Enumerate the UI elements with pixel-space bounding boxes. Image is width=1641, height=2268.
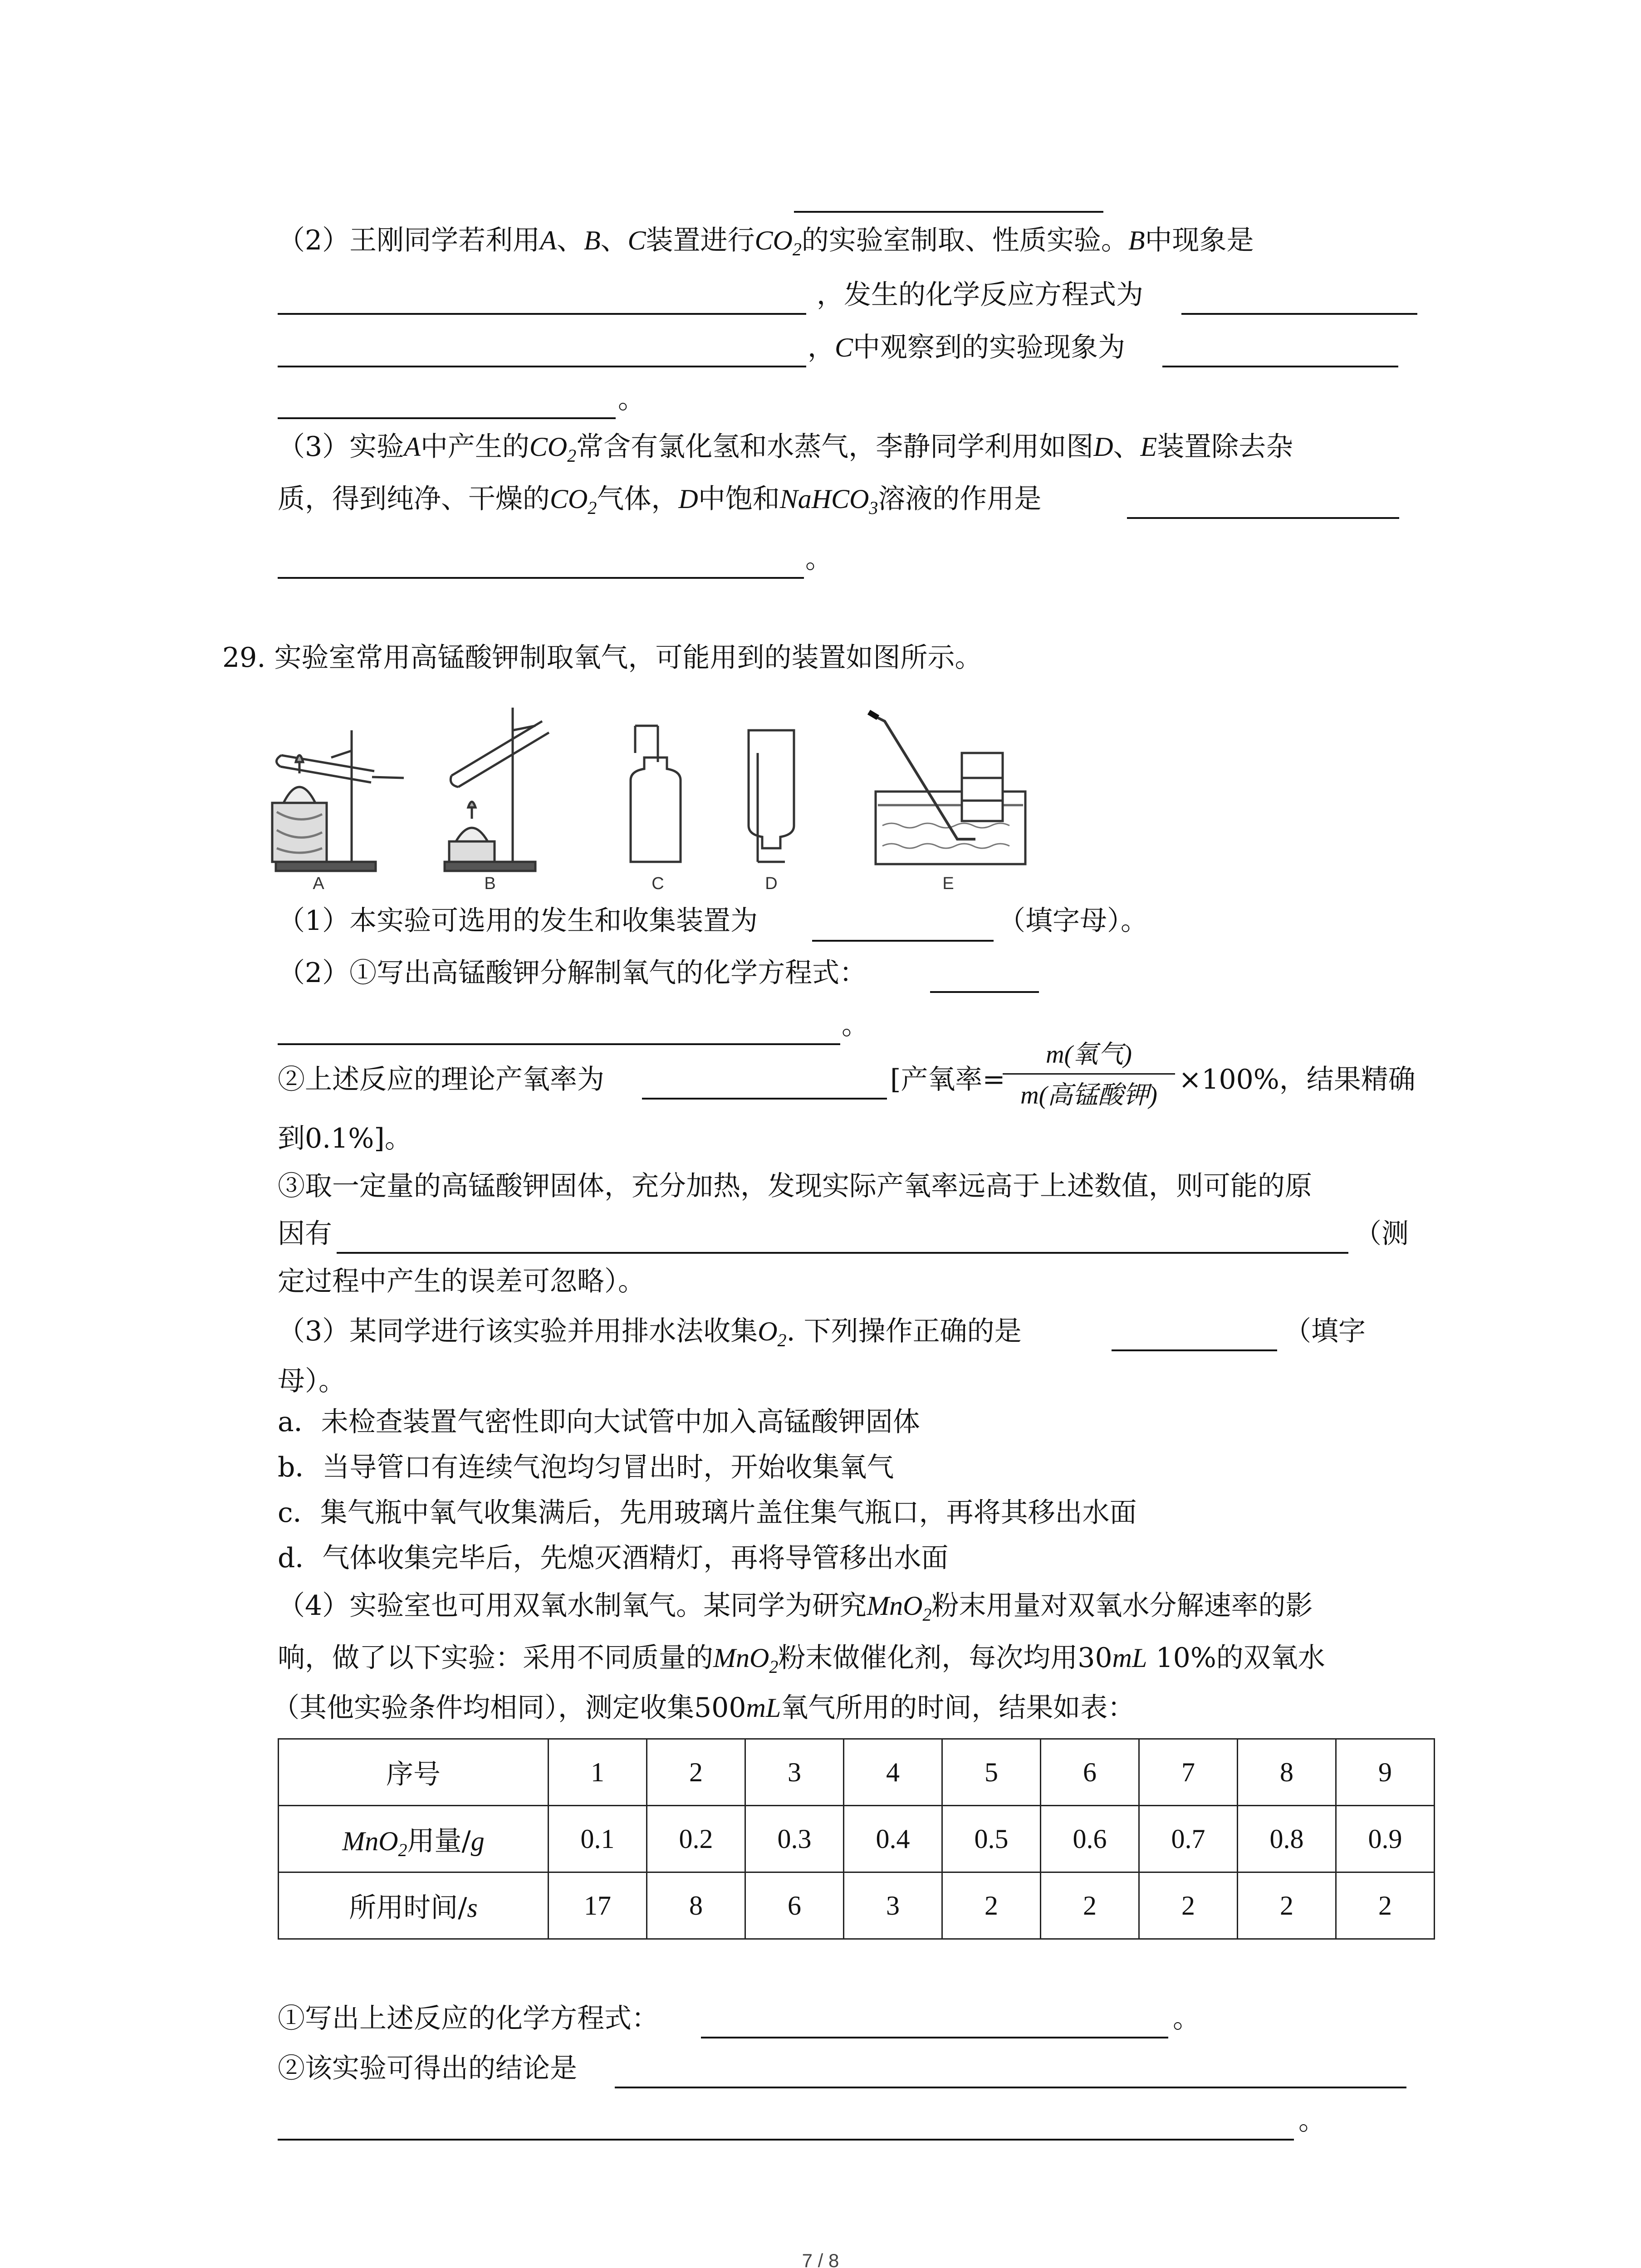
q29-option-d: d．气体收集完毕后，先熄灭酒精灯，再将导管移出水面: [278, 1542, 949, 1574]
apparatus-a: [272, 730, 404, 871]
answer-blank[interactable]: [642, 1098, 887, 1100]
yield-denominator: m(高锰酸钾): [1020, 1081, 1157, 1110]
q29-part2-line4: ③取一定量的高锰酸钾固体，充分加热，发现实际产氧率远高于上述数值，则可能的原: [278, 1170, 1312, 1202]
q28-part3-line2: 质，得到纯净、干燥的$CO_2$气体，D中饱和NaHCO$_3$溶液的作用是: [278, 483, 1042, 518]
apparatus-b: [445, 708, 549, 871]
answer-blank[interactable]: [1112, 1349, 1277, 1351]
q29-part2-yield-rest: ×100%，结果精确: [1179, 1064, 1416, 1095]
q29-part4-line3: （其他实验条件均相同），测定收集500mL氧气所用的时间，结果如表：: [272, 1692, 1135, 1724]
table-cell: 3: [745, 1739, 844, 1806]
figure-label-e: E: [942, 874, 954, 893]
table-cell: 9: [1336, 1739, 1435, 1806]
table-cell: 2: [1139, 1872, 1238, 1939]
q29-part1: （1）本实验可选用的发生和收集装置为: [278, 905, 758, 937]
q29-part2-line1: （2）①写出高锰酸钾分解制氧气的化学方程式：: [278, 957, 867, 989]
apparatus-d: [749, 730, 794, 862]
q28-part3-end: 。: [805, 543, 833, 575]
table-header-mass: MnO$_2$用量/g: [279, 1806, 549, 1872]
answer-blank[interactable]: [278, 1043, 840, 1045]
answer-blank[interactable]: [1181, 313, 1417, 315]
q29-stem: 29. 实验室常用高锰酸钾制取氧气，可能用到的装置如图所示。: [222, 642, 982, 674]
table-cell: 1: [549, 1739, 647, 1806]
answer-blank[interactable]: [278, 417, 616, 419]
q29-part4-line2: 响，做了以下实验：采用不同质量的MnO$_2$粉末做催化剂，每次均用30mL 10%的双氧水: [278, 1642, 1325, 1677]
table-cell: 2: [1336, 1872, 1435, 1939]
apparatus-c: [631, 726, 681, 862]
table-cell: 3: [844, 1872, 942, 1939]
answer-blank[interactable]: [278, 366, 806, 367]
q28-part2-line1: （2）王刚同学若利用A、B、C装置进行$CO_2$的实验室制取、性质实验。B中现象是: [278, 225, 1254, 259]
table-cell: 0.4: [844, 1806, 942, 1872]
table-cell: 6: [1041, 1739, 1139, 1806]
answer-blank[interactable]: [794, 211, 1103, 213]
table-cell: 17: [549, 1872, 647, 1939]
answer-blank[interactable]: [812, 940, 994, 942]
q29-final-line2-end: 。: [1298, 2105, 1326, 2136]
table-cell: 4: [844, 1739, 942, 1806]
figure-label-b: B: [484, 874, 496, 893]
answer-blank[interactable]: [1127, 517, 1399, 519]
answer-blank[interactable]: [615, 2087, 1406, 2088]
table-cell: 0.1: [549, 1806, 647, 1872]
q29-option-c: c．集气瓶中氧气收集满后，先用玻璃片盖住集气瓶口，再将其移出水面: [278, 1497, 1137, 1529]
table-cell: 0.6: [1041, 1806, 1139, 1872]
figure-label-c: C: [652, 874, 664, 893]
q29-final-line2: ②该实验可得出的结论是: [278, 2053, 577, 2084]
table-cell: 0.5: [942, 1806, 1041, 1872]
answer-blank[interactable]: [337, 1252, 1348, 1254]
yield-numerator: m(氧气): [1046, 1041, 1132, 1069]
figure-label-d: D: [765, 874, 778, 893]
q28-part2-end: 。: [618, 383, 645, 415]
answer-blank[interactable]: [1162, 366, 1398, 367]
q29-final-line1-end: 。: [1173, 2003, 1200, 2034]
experiment-table: [278, 1738, 1435, 1940]
table-cell: 0.2: [647, 1806, 745, 1872]
q29-part2-line6: 定过程中产生的误差可忽略）。: [278, 1266, 645, 1297]
table-cell: 5: [942, 1739, 1041, 1806]
q29-part1-end: （填字母）。: [998, 905, 1148, 937]
answer-blank[interactable]: [930, 991, 1039, 993]
q29-option-a: a．未检查装置气密性即向大试管中加入高锰酸钾固体: [278, 1406, 920, 1438]
table-cell: 2: [1041, 1872, 1139, 1939]
answer-blank[interactable]: [701, 2037, 1168, 2038]
table-cell: 0.9: [1336, 1806, 1435, 1872]
table-header-time: 所用时间/s: [279, 1872, 549, 1939]
table-cell: 2: [647, 1739, 745, 1806]
answer-blank[interactable]: [278, 313, 806, 315]
q29-final-line1: ①写出上述反应的化学方程式：: [278, 2003, 659, 2034]
q28-part3-line1: （3）实验A中产生的$CO_2$常含有氯化氢和水蒸气，李静同学利用如图D、E装置除去杂: [278, 431, 1293, 466]
q29-part2-line5: 因有: [278, 1218, 332, 1250]
q29-part2-note: （测: [1354, 1218, 1409, 1250]
q29-part3-line1: （3）某同学进行该实验并用排水法收集$O_2$. 下列操作正确的是: [278, 1315, 1022, 1350]
table-row-time: [279, 1872, 1435, 1939]
table-cell: 8: [647, 1872, 745, 1939]
table-cell: 2: [1238, 1872, 1336, 1939]
table-row-mass: [279, 1806, 1435, 1872]
fraction-bar: [1003, 1073, 1175, 1075]
answer-blank[interactable]: [278, 2139, 1294, 2141]
q29-part2-line3: 到0.1%]。: [278, 1123, 412, 1154]
answer-blank[interactable]: [278, 577, 804, 579]
table-cell: 7: [1139, 1739, 1238, 1806]
figure-label-a: A: [313, 874, 324, 893]
table-row-index: [279, 1739, 1435, 1806]
table-cell: 0.7: [1139, 1806, 1238, 1872]
table-cell: 0.8: [1238, 1806, 1336, 1872]
q29-part3-line2: 母）。: [278, 1365, 346, 1397]
q29-part4-line1: （4）实验室也可用双氧水制氧气。某同学为研究MnO$_2$粉末用量对双氧水分解速率的影: [278, 1590, 1313, 1625]
table-cell: 0.3: [745, 1806, 844, 1872]
q29-part2-line2: ②上述反应的理论产氧率为: [278, 1064, 604, 1095]
q29-part2-end: 。: [842, 1009, 869, 1041]
apparatus-e: [869, 712, 1025, 864]
q29-part3-fill: （填字: [1284, 1315, 1366, 1347]
q29-option-b: b．当导管口有连续气泡均匀冒出时，开始收集氧气: [278, 1452, 894, 1483]
q28-part2-line3: ，C中观察到的实验现象为: [808, 332, 1126, 363]
q28-part2-line2: ，发生的化学反应方程式为: [817, 279, 1143, 311]
apparatus-figure: [268, 689, 1034, 894]
table-cell: 8: [1238, 1739, 1336, 1806]
table-cell: 2: [942, 1872, 1041, 1939]
table-cell: 6: [745, 1872, 844, 1939]
q29-part2-yield: [产氧率=: [890, 1064, 1005, 1095]
table-header-index: 序号: [279, 1739, 549, 1806]
page-number: 7 / 8: [802, 2250, 839, 2268]
